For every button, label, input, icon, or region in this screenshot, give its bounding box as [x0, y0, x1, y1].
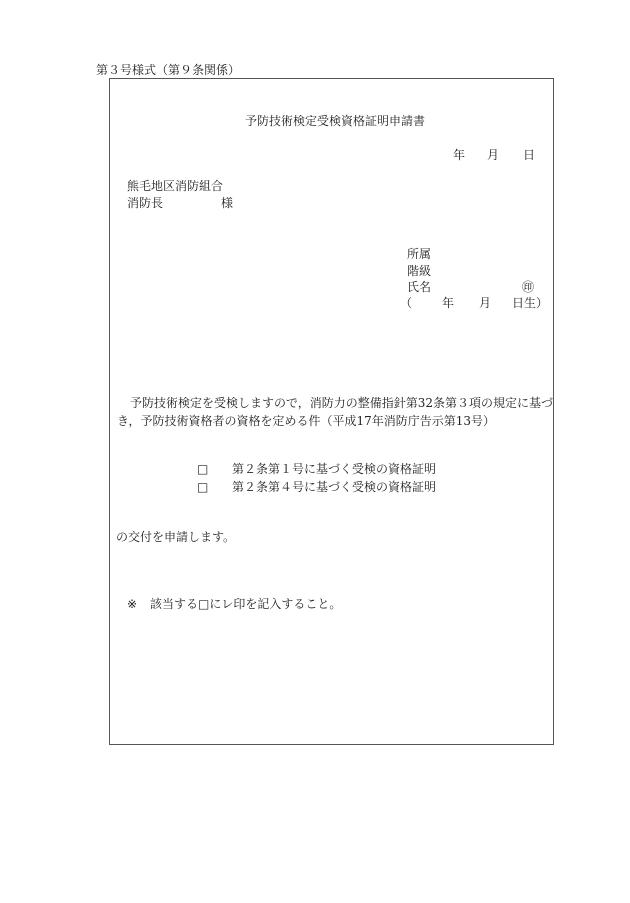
addressee-chief: 消防長 [127, 196, 164, 210]
applicant-affiliation-label: 所属 [407, 247, 432, 261]
seal-mark: ㊞ [522, 280, 535, 294]
note-mark: ※ [127, 597, 138, 611]
body-line-2: き，予防技術資格者の資格を定める件（平成17年消防庁告示第13号） [117, 414, 496, 428]
date-month: 月 [487, 148, 500, 162]
birth-year: 年 [442, 296, 455, 310]
closing-text: の交付を申請します。 [116, 530, 236, 544]
option-label-2: 第２条第４号に基づく受検の資格証明 [232, 480, 437, 494]
addressee-honorific: 様 [221, 196, 234, 210]
option-checkbox-2[interactable]: □ [197, 480, 209, 494]
option-checkbox-1[interactable]: □ [197, 462, 209, 476]
note-text: 該当する□にレ印を記入すること。 [150, 597, 342, 611]
addressee-org: 熊毛地区消防組合 [127, 179, 224, 193]
applicant-rank-label: 階級 [407, 264, 432, 278]
form-label: 第３号様式（第９条関係） [96, 63, 241, 77]
date-year: 年 [453, 148, 466, 162]
document-title: 予防技術検定受検資格証明申請書 [245, 114, 426, 128]
body-line-1: 予防技術検定を受検しますので，消防力の整備指針第32条第３項の規定に基づ [130, 396, 554, 410]
birth-day: 日生） [512, 296, 549, 310]
applicant-name-label: 氏名 [407, 280, 432, 294]
birth-month: 月 [479, 296, 492, 310]
date-day: 日 [523, 148, 536, 162]
option-label-1: 第２条第１号に基づく受検の資格証明 [232, 462, 437, 476]
birth-open-paren: （ [400, 296, 413, 310]
